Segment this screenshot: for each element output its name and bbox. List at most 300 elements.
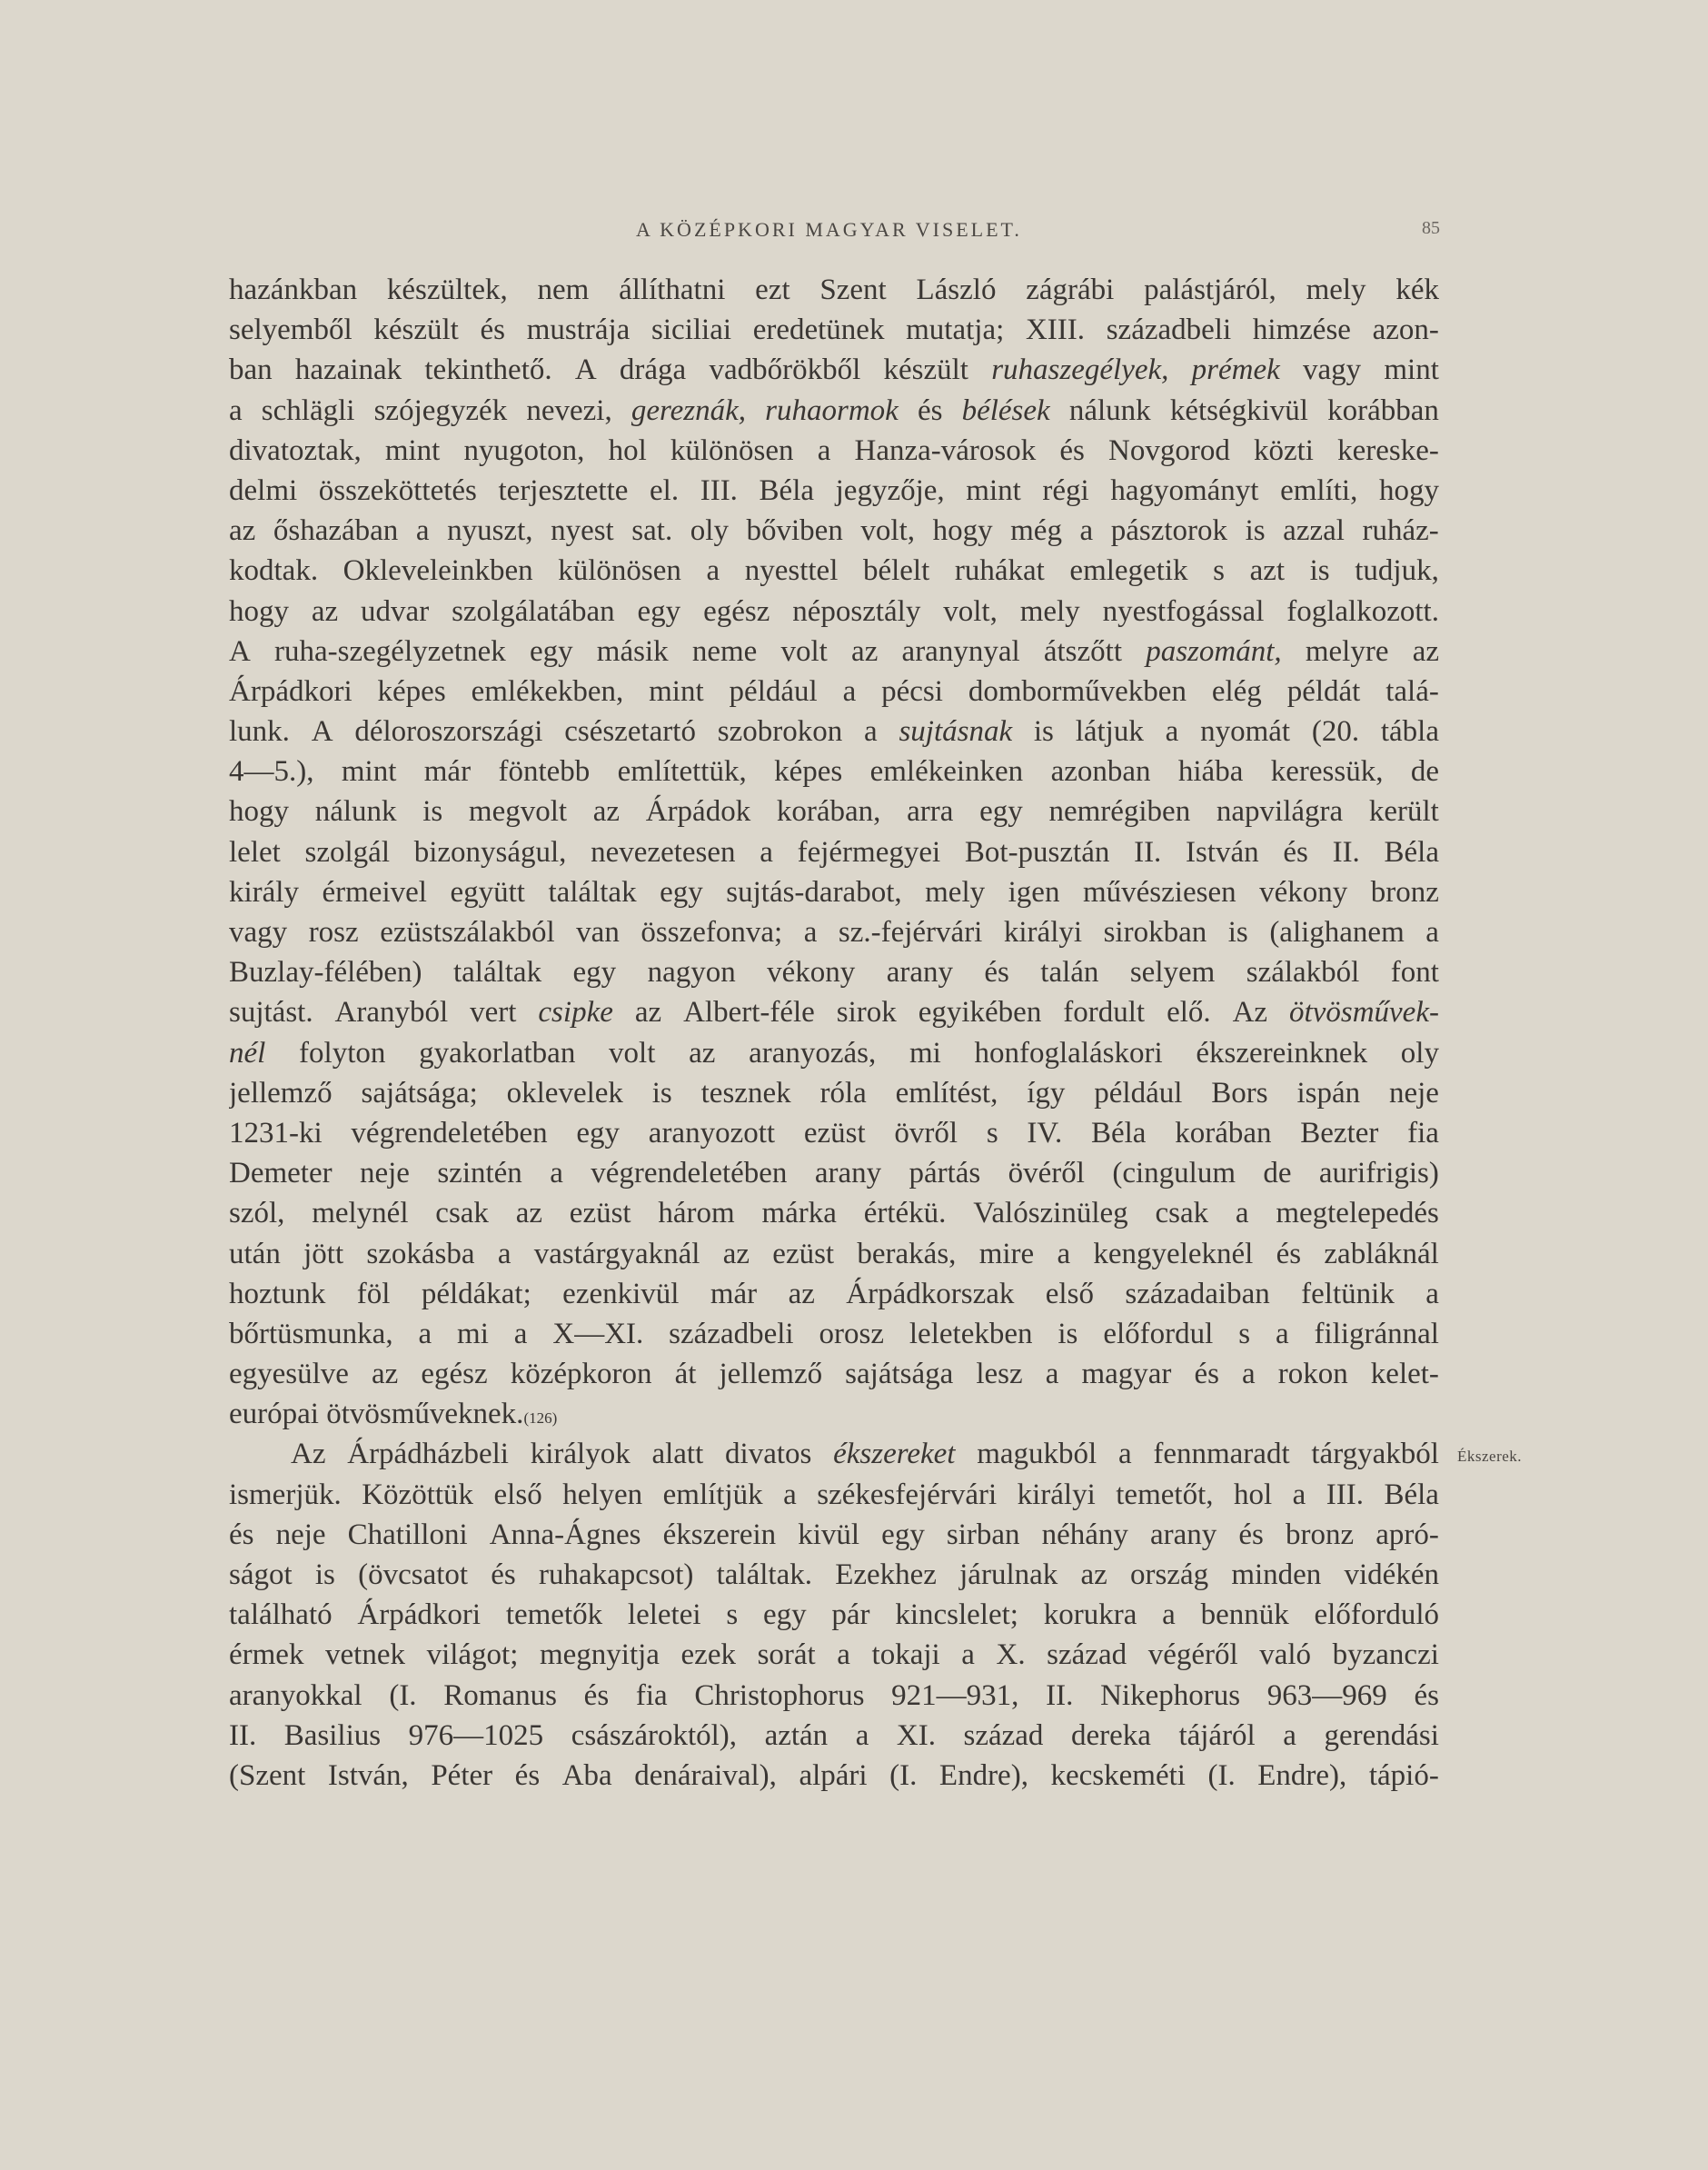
word: szolgálatában	[452, 594, 615, 628]
word: egyesülve	[229, 1358, 349, 1391]
word: zabláknál	[1324, 1237, 1439, 1270]
word: sajátsága;	[361, 1076, 478, 1110]
word: talán	[1040, 956, 1099, 990]
text-line	[229, 391, 1439, 431]
word: korukra	[1043, 1598, 1137, 1632]
word: X—XI.	[552, 1317, 644, 1350]
word: udvar	[361, 594, 430, 628]
word: vidékén	[1344, 1558, 1439, 1591]
text-line	[229, 952, 1439, 992]
word: 921—931,	[891, 1678, 1019, 1712]
word: nyugoton,	[463, 433, 585, 467]
word: sirban	[946, 1518, 1020, 1551]
word: szálakból	[1246, 956, 1360, 990]
word: járulnak	[959, 1558, 1058, 1591]
word: ispán	[1296, 1076, 1361, 1110]
word: II.	[1332, 835, 1360, 869]
text-line	[229, 791, 1439, 831]
word: Árpádkori	[357, 1598, 482, 1632]
word: igen	[1008, 875, 1060, 909]
word: Demeter	[229, 1157, 333, 1190]
word: a	[1162, 1598, 1176, 1632]
word: említjük	[662, 1478, 763, 1511]
word: kelet-	[1370, 1358, 1439, 1391]
body-text	[229, 270, 1439, 1796]
word: terjesztette	[498, 473, 629, 507]
word: összeköttetés	[318, 473, 477, 507]
word: együtt	[450, 875, 525, 909]
word: neje	[275, 1518, 326, 1551]
word: és	[917, 393, 943, 427]
word: volt,	[943, 594, 998, 628]
word: ruhakapcsot)	[538, 1558, 694, 1591]
word: ruha-szegélyzetnek	[274, 634, 506, 668]
word: 1231-ki	[229, 1116, 323, 1150]
word: Ezekhez	[835, 1558, 937, 1591]
word: például	[1094, 1076, 1183, 1110]
text-line	[229, 1073, 1439, 1113]
word: 963—969	[1266, 1678, 1387, 1712]
word: különösen	[558, 554, 681, 588]
word: Basilius	[283, 1718, 382, 1752]
word: (20.	[1311, 715, 1360, 749]
word: ékszerein	[662, 1518, 777, 1551]
word: denáraival),	[634, 1758, 777, 1792]
word: tárgyakból	[1311, 1438, 1439, 1471]
word: honfoglaláskori	[974, 1036, 1163, 1070]
word: készültek,	[386, 274, 508, 306]
text-line	[229, 511, 1439, 551]
word: folyton	[299, 1036, 386, 1070]
word: hogy	[229, 594, 289, 628]
word: vagy	[229, 916, 288, 949]
word: példákat;	[421, 1277, 531, 1310]
word: nyuszt,	[447, 514, 533, 548]
word: gyakorlatban	[419, 1036, 576, 1070]
word: így	[1027, 1076, 1066, 1110]
word: (cingulum	[1112, 1157, 1236, 1190]
word: III.	[1326, 1478, 1364, 1511]
word: melyre	[1305, 634, 1389, 668]
word: régi	[1042, 473, 1089, 507]
word: X.	[996, 1638, 1026, 1672]
word: (alighanem	[1269, 916, 1405, 949]
word: pécsi	[881, 674, 943, 708]
footnote-reference: (126)	[523, 1409, 558, 1428]
word: hol	[608, 433, 647, 467]
word: s	[726, 1598, 739, 1632]
word: vetnek	[325, 1638, 405, 1672]
word: néhány	[1041, 1518, 1128, 1551]
word: XI.	[896, 1718, 936, 1752]
text-line	[229, 270, 1439, 310]
word: említést,	[895, 1076, 998, 1110]
word: bronz	[1285, 1518, 1355, 1551]
word: az	[722, 1237, 750, 1270]
word: egy	[762, 1598, 807, 1632]
text-line	[229, 752, 1439, 791]
word: aranyozott	[648, 1116, 776, 1150]
word: palástjáról,	[1144, 274, 1276, 306]
word: mi	[457, 1317, 489, 1350]
word: a	[229, 393, 243, 427]
text-line	[229, 1113, 1439, 1153]
word: II.	[1046, 1678, 1074, 1712]
word: oklevelek	[506, 1076, 623, 1110]
word: arany	[1150, 1518, 1217, 1551]
word: sz.-fejérvári	[838, 916, 983, 949]
word: domborművekben	[968, 674, 1187, 708]
word: az	[372, 1358, 399, 1391]
word: selyemből	[229, 314, 353, 347]
word: és	[514, 1758, 541, 1792]
word: magukból	[977, 1438, 1097, 1471]
word: Bot-pusztán	[964, 835, 1110, 869]
word: székesfejérvári	[817, 1478, 998, 1511]
word: egyikében	[918, 996, 1042, 1030]
word: tokaji	[871, 1638, 940, 1672]
word: byzanczi	[1332, 1638, 1439, 1672]
word: divatos	[725, 1438, 812, 1471]
word: a	[706, 554, 720, 588]
word: Buzlay-félében)	[229, 956, 422, 990]
word: nem	[537, 274, 590, 306]
word: ruhákat	[954, 554, 1045, 588]
word: elő.	[1167, 996, 1211, 1030]
word: sujtást.	[229, 996, 313, 1030]
word: jellemző	[229, 1076, 333, 1110]
word: fordult	[1063, 996, 1146, 1030]
word: lesz	[976, 1358, 1023, 1391]
word: Endre),	[1257, 1758, 1347, 1792]
word: egy	[979, 795, 1023, 829]
text-line	[229, 1354, 1439, 1394]
word: a	[1057, 1237, 1071, 1270]
text-line	[229, 1033, 1439, 1073]
text-line	[229, 1234, 1439, 1274]
word: mint	[966, 473, 1021, 507]
text-line	[229, 1595, 1439, 1635]
word: érmeivel	[322, 875, 427, 909]
word: a	[864, 715, 878, 749]
word: közti	[1253, 433, 1314, 467]
word: elég	[1211, 674, 1262, 708]
word: Béla	[759, 473, 815, 507]
word: tudjuk,	[1355, 554, 1439, 588]
word: sirokban	[1103, 916, 1207, 949]
word: az	[311, 594, 339, 628]
word: és	[1059, 433, 1085, 467]
word: volt	[780, 634, 828, 668]
word: például	[729, 674, 818, 708]
word: találtak.	[716, 1558, 812, 1591]
word: vastárgyaknál	[533, 1237, 700, 1270]
word: leletekben	[909, 1317, 1033, 1350]
word: korábban	[1327, 393, 1439, 427]
word: ötvösműveknek.	[326, 1398, 524, 1431]
word: már	[423, 755, 472, 789]
word: font	[1390, 956, 1439, 990]
word: rosz	[308, 916, 359, 949]
word: temetőt,	[1116, 1478, 1214, 1511]
word: fejérmegyei	[797, 835, 941, 869]
word: szobrokon	[717, 715, 843, 749]
word: helyen	[562, 1478, 643, 1511]
word: arra	[907, 795, 954, 829]
word: mint	[649, 674, 704, 708]
word: vékony	[1259, 875, 1348, 909]
word: ságot	[229, 1558, 293, 1591]
word: bennük	[1200, 1598, 1289, 1632]
word: ruház-	[1362, 514, 1439, 548]
word: ország	[1129, 1558, 1209, 1591]
word: kereske-	[1337, 433, 1439, 467]
word: és	[1283, 835, 1308, 869]
word: de	[1263, 1157, 1292, 1190]
text-line	[229, 1515, 1439, 1555]
word: volt,	[860, 514, 915, 548]
word: Albert-féle	[683, 996, 815, 1030]
word: király	[229, 875, 299, 909]
word: 976—1025	[408, 1718, 544, 1752]
text-line	[229, 1756, 1439, 1796]
word: találtak	[452, 956, 542, 990]
word: szól,	[229, 1197, 285, 1230]
word: és	[1238, 1518, 1264, 1551]
word: különösen	[670, 433, 794, 467]
word: a	[1425, 1277, 1439, 1310]
text-line	[229, 350, 1439, 390]
word: érmek	[229, 1638, 304, 1672]
text-line	[229, 872, 1439, 912]
word: s	[1238, 1317, 1251, 1350]
word: jellemző	[719, 1358, 823, 1391]
word: századaiban	[1125, 1277, 1270, 1310]
text-line	[229, 551, 1439, 591]
word: végrendeletében	[351, 1116, 548, 1150]
word: el.	[650, 473, 680, 507]
word: a	[961, 1638, 975, 1672]
word: van	[576, 916, 620, 949]
word: a	[1117, 1438, 1132, 1471]
word: alpári	[799, 1758, 868, 1792]
word: arany	[886, 956, 953, 990]
word: márka	[761, 1197, 837, 1230]
word: fia	[1407, 1116, 1439, 1150]
word: és	[1194, 1358, 1219, 1391]
word: megtelepedés	[1276, 1197, 1439, 1230]
word: Árpádok	[645, 795, 751, 829]
word: csipke	[538, 996, 613, 1030]
word: melynél	[312, 1197, 409, 1230]
word: nagyon	[647, 956, 736, 990]
word: napvilágra	[1216, 795, 1344, 829]
word: neje	[1388, 1076, 1439, 1110]
word: a	[1079, 514, 1094, 548]
word: azonban	[1050, 755, 1151, 789]
word: a	[415, 514, 430, 548]
word: ezüst	[772, 1237, 835, 1270]
word: tekinthető.	[424, 353, 552, 387]
word: középkoron	[510, 1358, 652, 1391]
word: róla	[819, 1076, 867, 1110]
word: Anna-Ágnes	[489, 1518, 641, 1551]
word: a	[1283, 1718, 1296, 1752]
word: sujtásnak	[899, 715, 1013, 749]
word: mely	[1306, 274, 1366, 306]
word: vert	[470, 996, 517, 1030]
word: képes	[774, 755, 843, 789]
word: A	[229, 634, 251, 668]
word: filigránnal	[1314, 1317, 1439, 1350]
word: 4—5.),	[229, 755, 314, 789]
word: első	[493, 1478, 542, 1511]
word: aranynyal	[901, 634, 1020, 668]
word: mint	[384, 433, 441, 467]
word: tábla	[1380, 715, 1439, 749]
word: összefonva;	[640, 916, 783, 949]
text-line	[229, 672, 1439, 712]
word: található	[229, 1598, 333, 1632]
word: Közöttük	[362, 1478, 474, 1511]
word: századbeli	[669, 1317, 794, 1350]
text-line	[229, 1193, 1439, 1233]
word: a	[497, 1237, 511, 1270]
word: át	[674, 1358, 697, 1391]
word: apró-	[1375, 1518, 1439, 1551]
word: a	[513, 1317, 528, 1350]
word: európai	[229, 1398, 319, 1431]
word: értékü.	[863, 1197, 947, 1230]
word: mely	[1019, 594, 1080, 628]
word: hazánkban	[229, 274, 358, 306]
word: a	[550, 1157, 563, 1190]
word: korában,	[776, 795, 881, 829]
word: Béla	[1384, 1478, 1439, 1511]
word: hogy	[1378, 473, 1439, 507]
text-line	[229, 1274, 1439, 1314]
word: leletei	[627, 1598, 701, 1632]
word: és	[491, 1558, 516, 1591]
word: tájáról	[1178, 1718, 1256, 1752]
word: zágrábi	[1026, 274, 1115, 306]
word: oly	[1400, 1036, 1439, 1070]
word: királyi	[1003, 916, 1083, 949]
word: a	[855, 1718, 869, 1752]
word: prémek	[1191, 353, 1280, 387]
word: sajátsága	[845, 1358, 954, 1391]
word: arany	[814, 1157, 882, 1190]
text-line	[229, 310, 1439, 350]
word: világot;	[426, 1638, 519, 1672]
word: oly	[690, 514, 729, 548]
word: tápió-	[1368, 1758, 1439, 1792]
word: István,	[327, 1758, 409, 1792]
word: aurifrigis)	[1318, 1157, 1439, 1190]
text-line	[229, 1394, 1439, 1434]
word: Árpádházbeli	[347, 1438, 509, 1471]
word: Endre),	[938, 1758, 1028, 1792]
word: királyok	[530, 1438, 631, 1471]
word: másik	[596, 634, 669, 668]
word: (I.	[889, 1758, 918, 1792]
word: Béla	[1090, 1116, 1147, 1150]
word: mire	[978, 1237, 1035, 1270]
word: még	[1010, 514, 1062, 548]
word: királyi	[1017, 1478, 1096, 1511]
word: szolgál	[304, 835, 390, 869]
word: Chatilloni	[347, 1518, 468, 1551]
word: aranyokkal	[229, 1678, 362, 1712]
word: volt	[609, 1036, 656, 1070]
word: IV.	[1027, 1116, 1063, 1150]
word: övéről	[1008, 1157, 1085, 1190]
word: László	[916, 274, 997, 306]
word: nemrégiben	[1048, 795, 1191, 829]
word: Okleveleinkben	[343, 554, 533, 588]
word: szintén	[437, 1157, 522, 1190]
word: megnyitja	[539, 1638, 660, 1672]
word: déloroszországi	[354, 715, 543, 749]
word: egész	[703, 594, 770, 628]
word: Az	[1232, 996, 1268, 1030]
word: ezüst	[569, 1197, 631, 1230]
word: is	[1058, 1317, 1078, 1350]
word: az	[1080, 1558, 1107, 1591]
word: pár	[831, 1598, 870, 1632]
word: azzal	[1283, 514, 1345, 548]
word: való	[1259, 1638, 1312, 1672]
word: az	[592, 795, 621, 829]
word: is	[1245, 514, 1266, 548]
word: a	[817, 433, 831, 467]
word: egy	[529, 634, 573, 668]
word: Bezter	[1300, 1116, 1379, 1150]
word: ötvösművek-	[1289, 996, 1439, 1030]
word: bőrtüsmunka,	[229, 1317, 393, 1350]
text-line	[229, 832, 1439, 872]
word: bélések	[961, 393, 1050, 427]
word: képes	[377, 674, 446, 708]
word: művésziesen	[1082, 875, 1236, 909]
word: említi,	[1280, 473, 1358, 507]
word: hogy	[229, 795, 289, 829]
word: nyesttel	[744, 554, 839, 588]
word: fennmaradt	[1153, 1438, 1290, 1471]
word: egész	[421, 1358, 488, 1391]
word: csak	[435, 1197, 489, 1230]
text-line	[229, 1434, 1439, 1474]
word: a	[1045, 1358, 1059, 1391]
word: után	[229, 1237, 281, 1270]
word: is	[422, 795, 443, 829]
word: az	[515, 1197, 543, 1230]
word: egy	[572, 956, 617, 990]
text-line	[229, 471, 1439, 511]
word: a	[803, 916, 818, 949]
text-line	[229, 1635, 1439, 1675]
word: paszománt,	[1146, 634, 1282, 668]
word: csészetartó	[564, 715, 696, 749]
word: nyest	[551, 514, 614, 548]
word: korában	[1175, 1116, 1272, 1150]
word: és	[1414, 1678, 1439, 1712]
word: gereznák,	[631, 393, 746, 427]
word: jött	[303, 1237, 344, 1270]
word: övről	[894, 1116, 958, 1150]
word: került	[1368, 795, 1439, 829]
word: neme	[691, 634, 758, 668]
